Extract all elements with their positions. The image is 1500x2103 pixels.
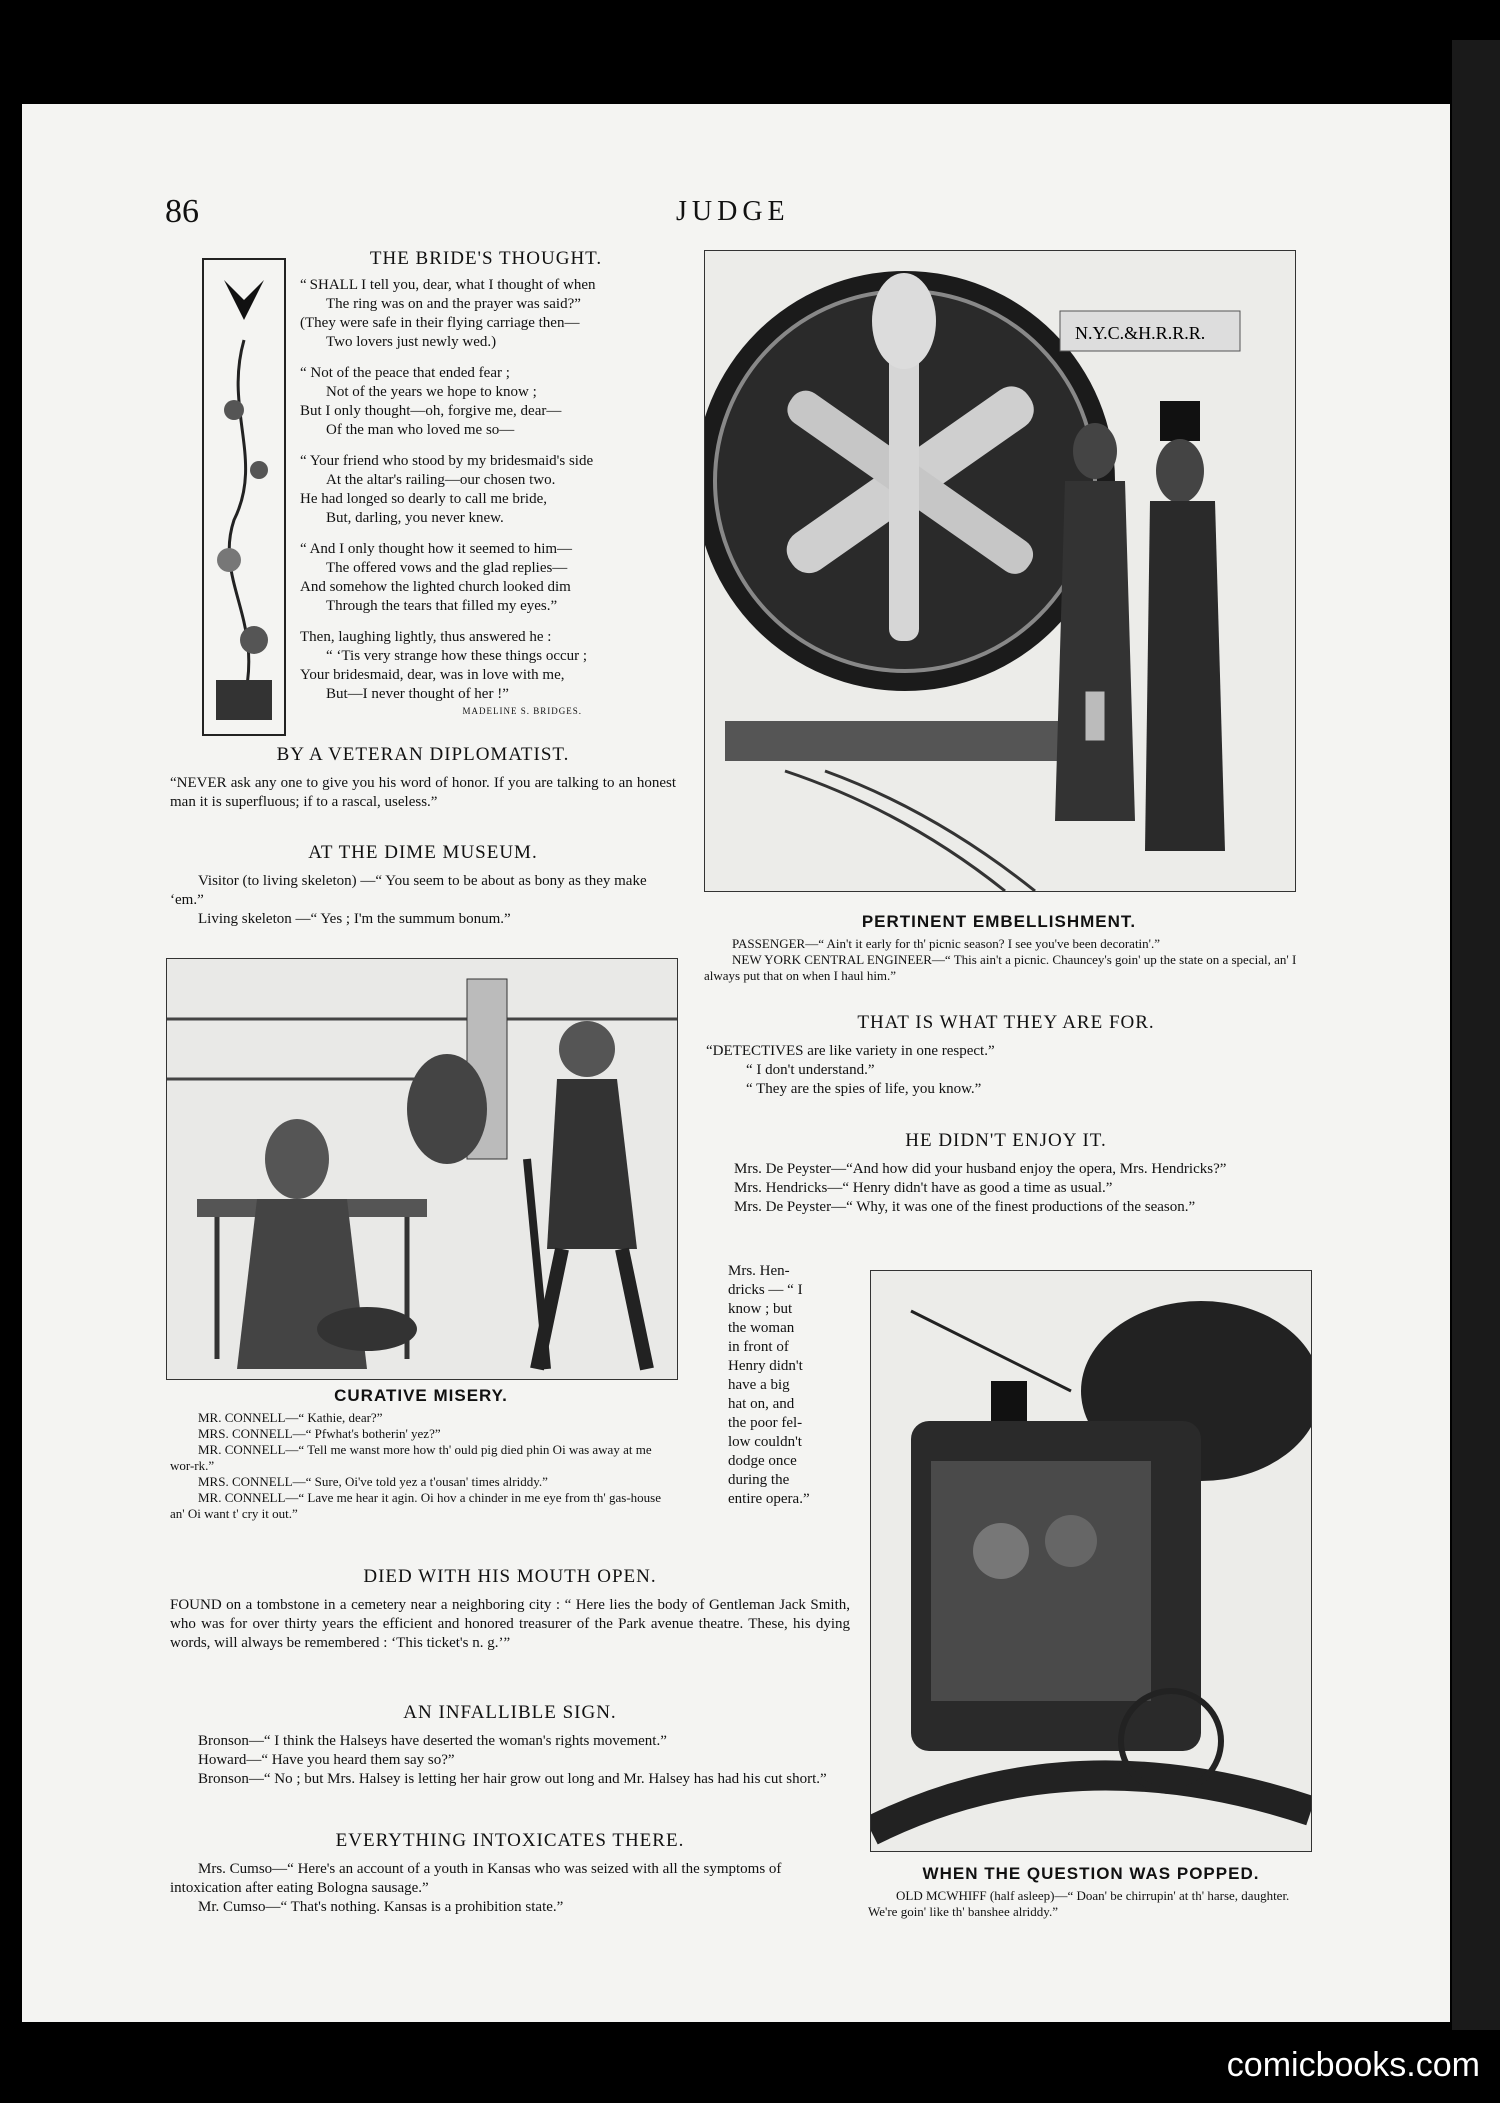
dialogue-line: MRS. CONNELL—“ Pfwhat's botherin' yez?” — [198, 1426, 441, 1441]
narrow-line: Mrs. Hen- — [728, 1263, 790, 1279]
poem-line: But, darling, you never knew. — [326, 510, 504, 526]
poem-line: But I only thought—oh, forgive me, dear— — [300, 403, 562, 419]
pertinent-dialogue — [704, 936, 1304, 984]
narrow-line: low couldn't — [728, 1434, 802, 1450]
curative-misery-caption: CURATIVE MISERY. — [334, 1386, 508, 1405]
died-mouth-open-title: DIED WITH HIS MOUTH OPEN. — [363, 1566, 657, 1587]
poem-line: He had longed so dearly to call me bride, — [300, 491, 548, 507]
narrow-line: the woman — [728, 1320, 795, 1336]
died-mouth-open-text: FOUND on a tombstone in a cemetery near a neighboring city : “ Here lies the body of Gentleman Jack Smith, who was for over thirty years the efficient and honored treasurer of the Park avenue theatre. These, his dying words, will always be remembered : ‘This ticket's n. g.’” — [170, 1597, 850, 1651]
pertinent-embellishment-caption: PERTINENT EMBELLISHMENT. — [861, 912, 1137, 931]
what-they-are-for-section — [706, 1012, 1306, 1099]
poem-line: Of the man who loved me so— — [326, 422, 515, 438]
page-number: 86 — [165, 193, 199, 230]
dialogue-line: OLD MCWHIFF (half asleep)—“ Doan' be chirrupin' at th' harse, daughter. We're goin' like th' banshee alriddy.” — [868, 1888, 1290, 1919]
narrow-line: know ; but — [728, 1301, 793, 1317]
masthead: JUDGE — [676, 196, 790, 227]
infallible-sign-section — [170, 1702, 850, 1789]
pertinent-embellishment-illustration — [704, 250, 1296, 892]
dime-museum-title: AT THE DIME MUSEUM. — [308, 842, 538, 863]
dime-museum-line: Visitor (to living skeleton) —“ You seem to be about as bony as they make ‘em.” — [170, 873, 647, 908]
curative-misery-illustration — [166, 958, 678, 1380]
dialogue-line: NEW YORK CENTRAL ENGINEER—“ This ain't a picnic. Chauncey's goin' up the state on a special, an' I always put that on when I haul him.” — [704, 952, 1297, 983]
narrow-line: have a big — [728, 1377, 790, 1393]
poem-line: Through the tears that filled my eyes.” — [326, 598, 558, 614]
poem-line: And somehow the lighted church looked dim — [300, 579, 571, 595]
what-they-are-for-title: THAT IS WHAT THEY ARE FOR. — [857, 1012, 1155, 1033]
dialogue-line: MR. CONNELL—“ Kathie, dear?” — [198, 1410, 383, 1425]
dialogue-line: MR. CONNELL—“ Lave me hear it agin. Oi hov a chinder in me eye from th' gas-house an' Oi want t' cry it out.” — [170, 1490, 661, 1521]
narrow-line: the poor fel- — [728, 1415, 803, 1431]
dime-museum-section — [170, 842, 676, 929]
dime-museum-line: Living skeleton —“ Yes ; I'm the summum bonum.” — [198, 911, 511, 927]
poem-line: But—I never thought of her !” — [326, 686, 509, 702]
narrow-line: entire opera.” — [728, 1491, 810, 1507]
infallible-line: Bronson—“ No ; but Mrs. Halsey is letting her hair grow out long and Mr. Halsey has had his cut short.” — [198, 1771, 827, 1787]
narrow-line: dricks — “ I — [728, 1282, 803, 1298]
question-popped-illustration — [870, 1270, 1312, 1852]
question-popped-dialogue — [868, 1888, 1318, 1920]
poem-line: “ Your friend who stood by my bridesmaid's side — [300, 453, 594, 469]
narrow-line: Henry didn't — [728, 1358, 803, 1374]
attribution: MADELINE S. BRIDGES. — [462, 706, 582, 716]
watermark: comicbooks.com — [1226, 2046, 1480, 2084]
didnt-enjoy-title: HE DIDN'T ENJOY IT. — [905, 1130, 1107, 1151]
narrow-line: hat on, and — [728, 1396, 795, 1412]
poem-line: Then, laughing lightly, thus answered he : — [300, 629, 552, 645]
question-popped-caption: WHEN THE QUESTION WAS POPPED. — [922, 1864, 1260, 1883]
detective-line: “ I don't understand.” — [746, 1062, 875, 1078]
veteran-text: “NEVER ask any one to give you his word of honor. If you are talking to an honest man it is superfluous; if to a rascal, useless.” — [170, 775, 676, 810]
infallible-sign-title: AN INFALLIBLE SIGN. — [403, 1702, 617, 1723]
didnt-enjoy-line: Mrs. Hendricks—“ Henry didn't have as good a time as usual.” — [734, 1180, 1113, 1196]
scan-edge — [1452, 40, 1500, 2030]
poem-line: The offered vows and the glad replies— — [326, 560, 568, 576]
didnt-enjoy-narrow-column — [728, 1262, 850, 1509]
poem-line: Two lovers just newly wed.) — [326, 334, 497, 350]
intoxicates-line: Mrs. Cumso—“ Here's an account of a youth in Kansas who was seized with all the symptoms of intoxication after eating Bologna sausage.” — [170, 1861, 782, 1896]
poem — [300, 276, 672, 716]
intoxicates-line: Mr. Cumso—“ That's nothing. Kansas is a prohibition state.” — [198, 1899, 564, 1915]
intoxicates-section — [170, 1830, 850, 1917]
intoxicates-title: EVERYTHING INTOXICATES THERE. — [335, 1830, 685, 1851]
narrow-line: dodge once — [728, 1453, 797, 1469]
curative-misery-dialogue — [170, 1410, 676, 1522]
poem-line: (They were safe in their flying carriage then— — [300, 315, 580, 331]
didnt-enjoy-line: Mrs. De Peyster—“ Why, it was one of the finest productions of the season.” — [734, 1199, 1196, 1215]
detective-line: “ They are the spies of life, you know.” — [746, 1081, 982, 1097]
poem-line: The ring was on and the prayer was said?” — [326, 296, 581, 312]
poem-line: “ SHALL I tell you, dear, what I thought of when — [300, 277, 596, 293]
dialogue-line: PASSENGER—“ Ain't it early for th' picnic season? I see you've been decoratin'.” — [732, 936, 1161, 951]
didnt-enjoy-line: Mrs. De Peyster—“And how did your husband enjoy the opera, Mrs. Hendricks?” — [734, 1161, 1227, 1177]
brides-thought-title: THE BRIDE'S THOUGHT. — [369, 248, 603, 269]
veteran-title: BY A VETERAN DIPLOMATIST. — [276, 744, 570, 765]
brides-thought — [300, 248, 672, 716]
infallible-line: Bronson—“ I think the Halseys have deserted the woman's rights movement.” — [198, 1733, 667, 1749]
poem-line: Not of the years we hope to know ; — [326, 384, 537, 400]
floral-border-illustration — [202, 258, 286, 736]
poem-line: “ And I only thought how it seemed to him— — [300, 541, 573, 557]
poem-line: Your bridesmaid, dear, was in love with me, — [300, 667, 565, 683]
detective-line: “DETECTIVES are like variety in one respect.” — [706, 1043, 995, 1059]
dialogue-line: MR. CONNELL—“ Tell me wanst more how th' ould pig died phin Oi was away at me wor-rk.” — [170, 1442, 652, 1473]
didnt-enjoy-section — [706, 1130, 1306, 1217]
infallible-line: Howard—“ Have you heard them say so?” — [198, 1752, 455, 1768]
narrow-line: during the — [728, 1472, 790, 1488]
dialogue-line: MRS. CONNELL—“ Sure, Oi've told yez a t'ousan' times alriddy.” — [198, 1474, 548, 1489]
railroad-sign: N.Y.C.&H.R.R.R. — [1075, 323, 1206, 343]
poem-line: “ ‘Tis very strange how these things occur ; — [326, 648, 588, 664]
poem-line: At the altar's railing—our chosen two. — [326, 472, 556, 488]
died-mouth-open-section — [170, 1566, 850, 1653]
narrow-line: in front of — [728, 1339, 789, 1355]
poem-line: “ Not of the peace that ended fear ; — [300, 365, 510, 381]
veteran-section — [170, 744, 676, 812]
